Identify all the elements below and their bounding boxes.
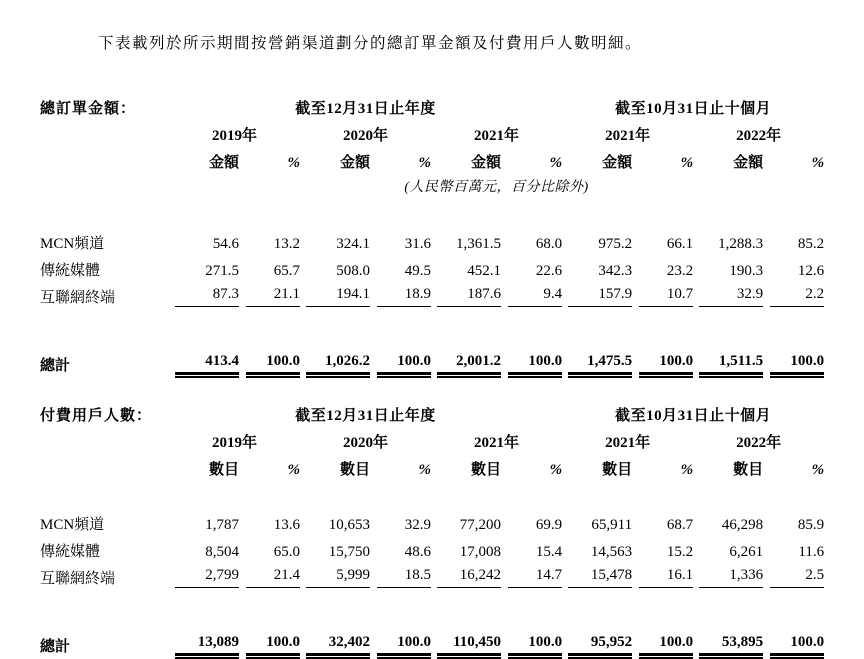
total-value: 100.0 [501,624,562,656]
percent-header: % [680,154,694,171]
cell-value: 87.3 [169,280,239,307]
cell-value: 15.4 [535,543,563,560]
total-value: 1,511.5 [693,343,763,375]
percent-header: % [418,154,431,171]
table-row [40,253,824,280]
intro-paragraph: 下表載列於所示期間按營銷渠道劃分的總訂單金額及付費用戶人數明細。 [98,34,643,52]
cell-value: 16.1 [632,561,693,588]
cell-value: 8,504 [205,543,239,560]
percent-header: % [811,154,825,171]
total-value: 100.0 [632,343,693,375]
percent-header: % [418,461,431,478]
count-header: 數目 [602,461,633,478]
table-row [40,226,824,253]
total-value: 100.0 [763,343,824,375]
cell-value: 46,298 [721,516,764,533]
cell-value: 32.9 [404,516,431,533]
cell-value: 2.5 [763,561,824,588]
cell-value: 85.9 [797,516,825,533]
cell-value: 65.0 [273,543,300,560]
cell-value: 187.6 [431,280,501,307]
total-row [40,624,824,656]
table-row [40,534,824,561]
row-label: 互聯網終端 [40,570,116,587]
amount-header: 金額 [733,154,764,171]
cell-value: 157.9 [562,280,632,307]
table-row [40,280,824,307]
count-header: 數目 [339,461,370,478]
year-header: 2021年 [474,127,520,144]
cell-value: 13.6 [273,516,300,533]
year-header: 2022年 [736,127,782,144]
percent-header: % [287,461,300,478]
cell-value: 190.3 [729,262,764,279]
cell-value: 452.1 [467,262,501,279]
percent-header: % [549,461,563,478]
percent-header: % [549,154,563,171]
period-group-header-annual: 截至12月31日止年度 [295,100,436,117]
total-order-amount-table [40,92,824,375]
spacer [40,307,824,343]
row-label: MCN頻道 [40,516,105,533]
total-value: 100.0 [501,343,562,375]
period-group-header-annual: 截至12月31日止年度 [295,407,436,424]
cell-value: 1,787 [205,516,239,533]
cell-value: 13.2 [273,235,300,252]
total-value: 100.0 [763,624,824,656]
cell-value: 85.2 [797,235,825,252]
year-header: 2021年 [474,434,520,451]
year-header: 2021年 [605,127,651,144]
year-header: 2020年 [342,434,388,451]
currency-note: (人民幣百萬元，百分比除外) [404,179,589,195]
cell-value: 2.2 [763,280,824,307]
total-value: 13,089 [169,624,239,656]
cell-value: 15,478 [562,561,632,588]
cell-value: 77,200 [459,516,501,533]
period-group-header-ten-months: 截至10月31日止十個月 [615,407,772,424]
paying-users-table [40,399,824,656]
cell-value: 48.6 [404,543,431,560]
table-row [40,507,824,534]
spacer [40,588,824,624]
cell-value: 22.6 [535,262,563,279]
amount-header: 金額 [602,154,633,171]
row-label: 傳統媒體 [40,262,101,279]
cell-value: 68.0 [535,235,563,252]
cell-value: 342.3 [598,262,633,279]
cell-value: 14,563 [590,543,633,560]
period-group-header-ten-months: 截至10月31日止十個月 [615,100,772,117]
cell-value: 324.1 [336,235,370,252]
cell-value: 194.1 [300,280,370,307]
amount-header: 金額 [208,154,239,171]
total-value: 95,952 [562,624,632,656]
year-header: 2019年 [211,127,257,144]
cell-value: 17,008 [459,543,501,560]
total-value: 100.0 [370,343,431,375]
cell-value: 15.2 [666,543,694,560]
total-row [40,343,824,375]
cell-value: 54.6 [212,235,239,252]
cell-value: 32.9 [693,280,763,307]
year-header: 2022年 [736,434,782,451]
amount-header: 金額 [470,154,501,171]
total-value: 100.0 [239,343,300,375]
percent-header: % [811,461,825,478]
cell-value: 21.4 [239,561,300,588]
percent-header: % [680,461,694,478]
total-value: 53,895 [693,624,763,656]
cell-value: 18.5 [370,561,431,588]
cell-value: 1,361.5 [456,235,501,252]
row-label: 傳統媒體 [40,543,101,560]
cell-value: 6,261 [729,543,764,560]
cell-value: 9.4 [501,280,562,307]
cell-value: 2,799 [169,561,239,588]
total-value: 100.0 [239,624,300,656]
cell-value: 12.6 [797,262,825,279]
year-header: 2020年 [342,127,388,144]
total-value: 1,475.5 [562,343,632,375]
total-value: 413.4 [169,343,239,375]
cell-value: 18.9 [370,280,431,307]
cell-value: 14.7 [501,561,562,588]
cell-value: 21.1 [239,280,300,307]
cell-value: 31.6 [404,235,431,252]
total-value: 1,026.2 [300,343,370,375]
cell-value: 23.2 [666,262,694,279]
spacer [40,196,824,226]
cell-value: 68.7 [666,516,694,533]
year-header: 2019年 [211,434,257,451]
table-caption: 總訂單金額： [40,100,137,117]
total-value: 100.0 [370,624,431,656]
total-value: 2,001.2 [431,343,501,375]
year-header: 2021年 [605,434,651,451]
count-header: 數目 [470,461,501,478]
percent-header: % [287,154,300,171]
cell-value: 16,242 [431,561,501,588]
cell-value: 49.5 [404,262,431,279]
cell-value: 65,911 [591,516,633,533]
cell-value: 10,653 [328,516,370,533]
cell-value: 65.7 [273,262,300,279]
total-label: 總計 [40,357,71,374]
total-value: 100.0 [632,624,693,656]
table-caption: 付費用戶人數： [40,407,153,424]
total-label: 總計 [40,638,71,655]
cell-value: 11.6 [798,543,825,560]
total-value: 32,402 [300,624,370,656]
cell-value: 10.7 [632,280,693,307]
spacer [40,479,824,507]
amount-header: 金額 [339,154,370,171]
total-value: 110,450 [431,624,501,656]
table-row [40,561,824,588]
row-label: MCN頻道 [40,235,105,252]
cell-value: 5,999 [300,561,370,588]
cell-value: 271.5 [205,262,239,279]
cell-value: 15,750 [328,543,370,560]
cell-value: 69.9 [535,516,563,533]
cell-value: 1,336 [693,561,763,588]
cell-value: 66.1 [666,235,694,252]
cell-value: 975.2 [598,235,633,252]
cell-value: 1,288.3 [718,235,764,252]
count-header: 數目 [733,461,764,478]
count-header: 數目 [208,461,239,478]
cell-value: 508.0 [336,262,370,279]
row-label: 互聯網終端 [40,289,116,306]
